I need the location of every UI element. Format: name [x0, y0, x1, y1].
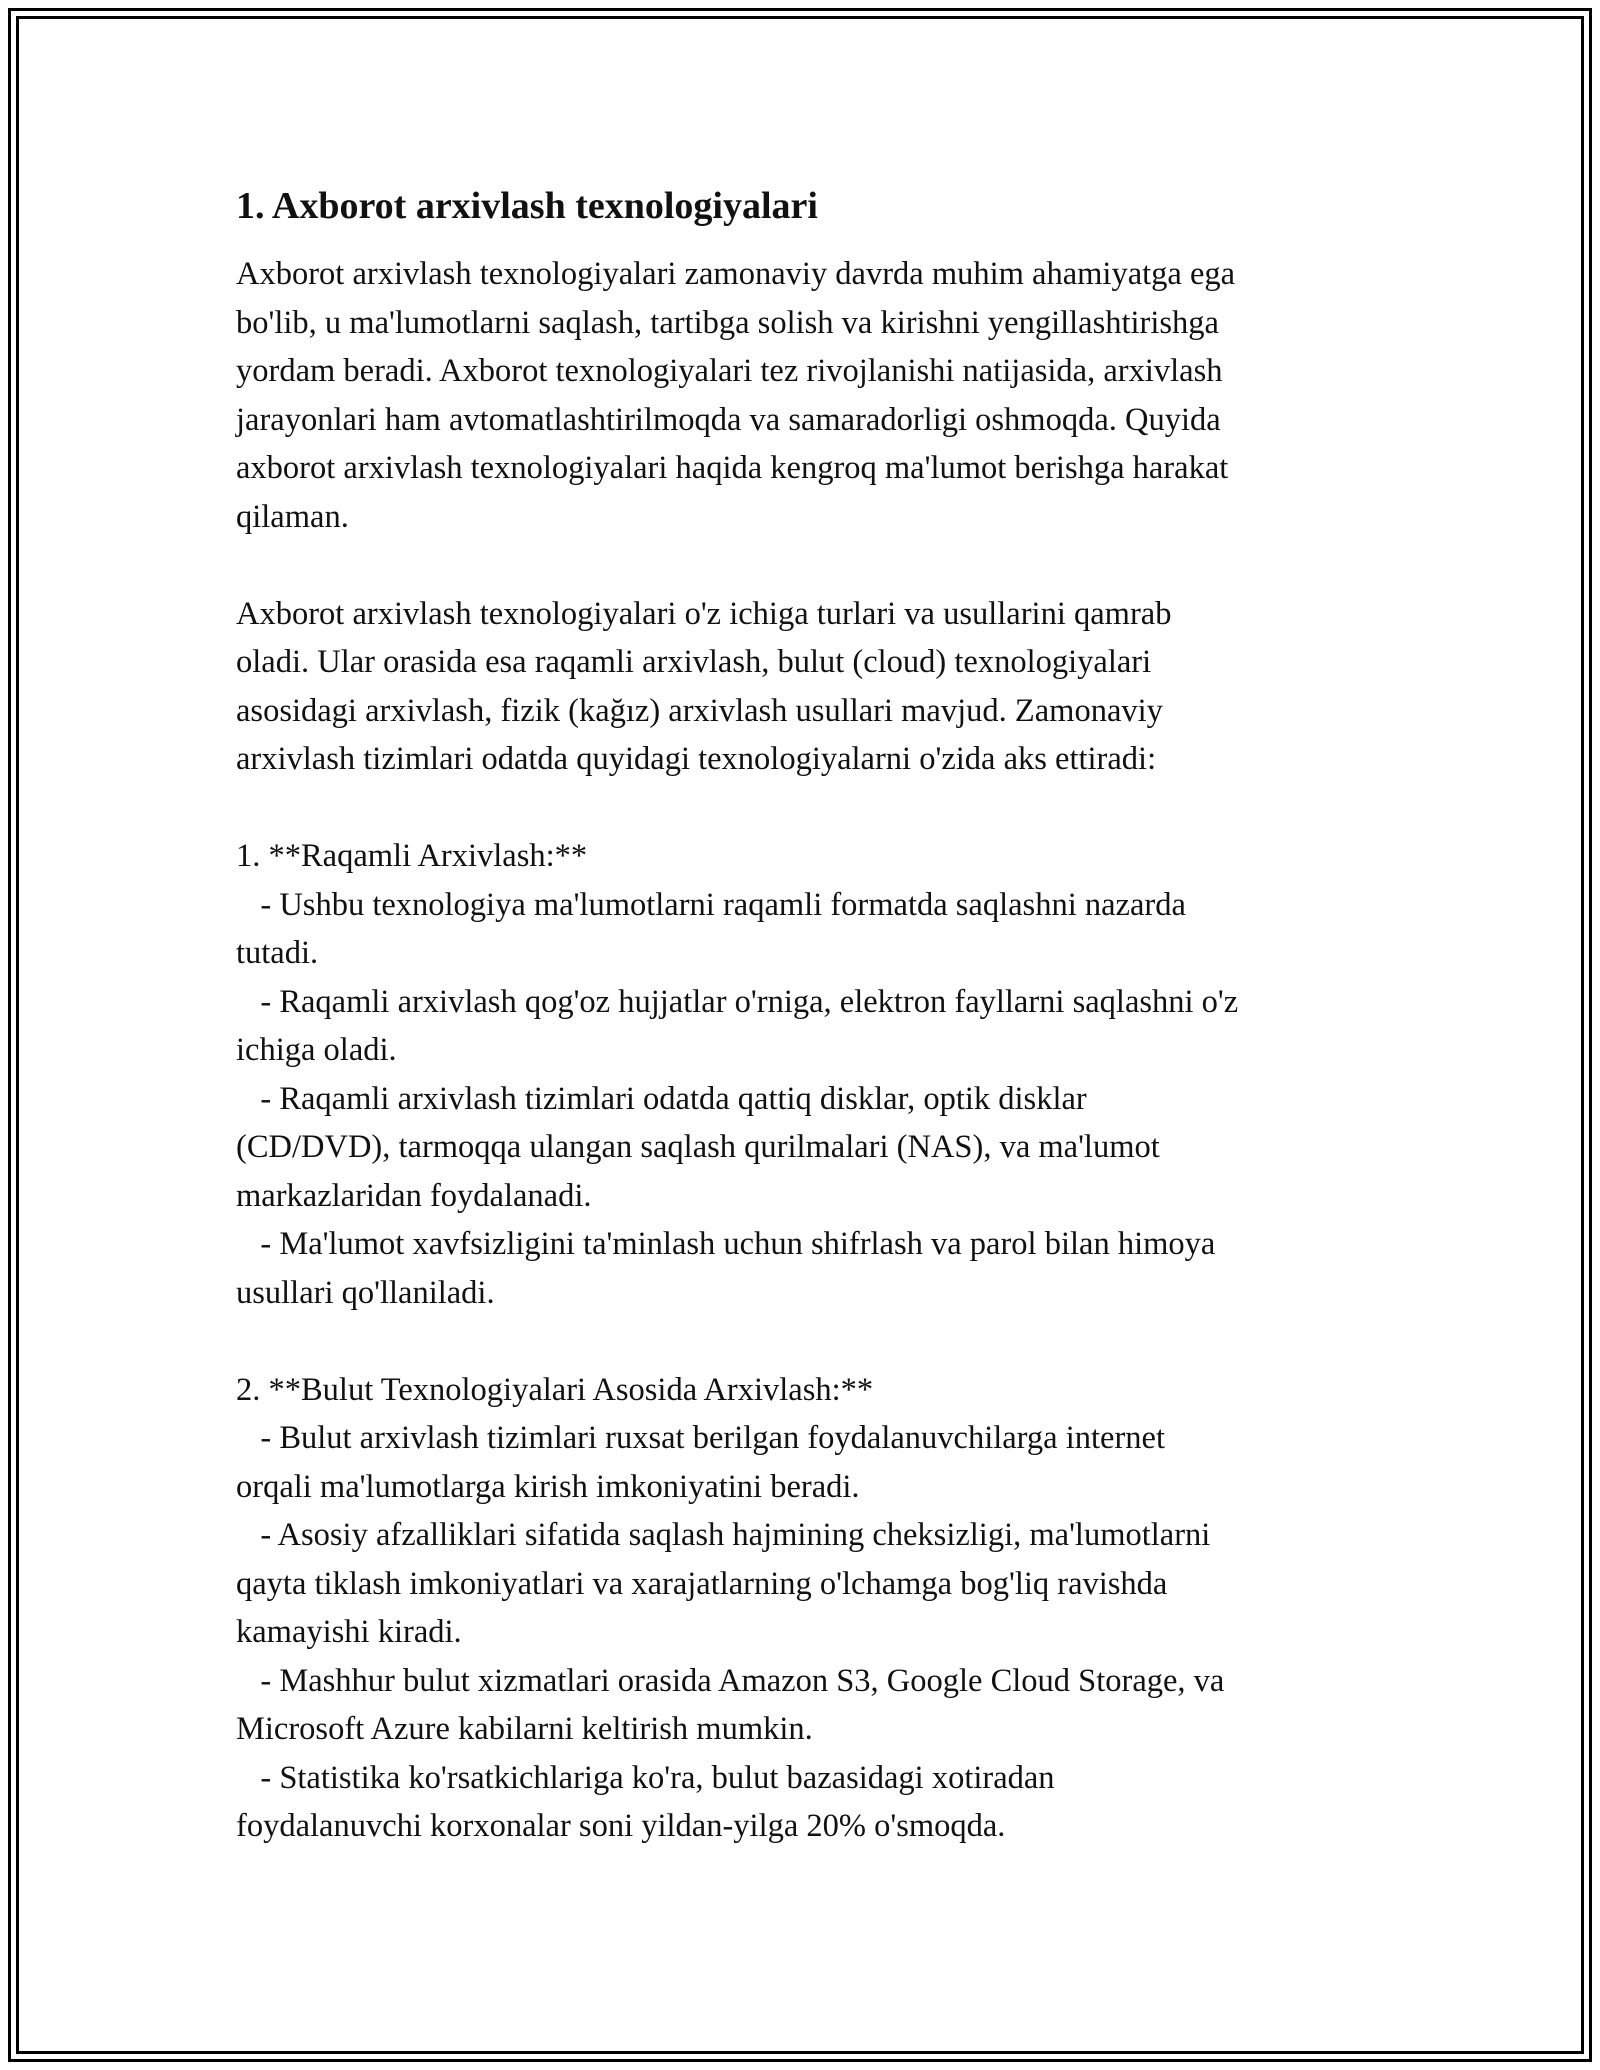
- paragraph-line: bo'lib, u ma'lumotlarni saqlash, tartibga solish va kirishni yengillashtirishga: [236, 304, 1219, 341]
- section-cloud-archiving: [236, 1366, 1376, 1851]
- paragraph-types: [236, 590, 1376, 784]
- list-item-line: - Ma'lumot xavfsizligini ta'minlash uchun shifrlash va parol bilan himoya: [236, 1226, 1216, 1262]
- document-title: 1. Axborot arxivlash texnologiyalari: [236, 185, 818, 227]
- paragraph-line: axborot arxivlash texnologiyalari haqida kengroq ma'lumot berishga harakat: [236, 450, 1229, 486]
- paragraph-spacer: [236, 541, 1376, 590]
- paragraph-line: Axborot arxivlash texnologiyalari o'z ichiga turlari va usullarini qamrab: [236, 595, 1172, 632]
- list-item-line: markazlaridan foydalanadi.: [236, 1177, 592, 1214]
- list-item-line: - Bulut arxivlash tizimlari ruxsat berilgan foydalanuvchilarga internet: [236, 1420, 1165, 1456]
- paragraph-line: oladi. Ular orasida esa raqamli arxivlash, bulut (cloud) texnologiyalari: [236, 644, 1152, 680]
- list-item-line: tutadi.: [236, 935, 319, 971]
- list-item-line: - Raqamli arxivlash qog'oz hujjatlar o'rniga, elektron fayllarni saqlashni o'z: [236, 983, 1239, 1020]
- paragraph-line: Axborot arxivlash texnologiyalari zamonaviy davrda muhim ahamiyatga ega: [236, 256, 1236, 292]
- list-item-line: - Ushbu texnologiya ma'lumotlarni raqamli formatda saqlashni nazarda: [236, 886, 1186, 923]
- paragraph-line: asosidagi arxivlash, fizik (kağız) arxivlash usullari mavjud. Zamonaviy: [236, 692, 1163, 729]
- paragraph-intro: [236, 250, 1376, 541]
- section-digital-archiving: [236, 832, 1376, 1317]
- list-item-line: - Asosiy afzalliklari sifatida saqlash hajmining cheksizligi, ma'lumotlarni: [236, 1517, 1211, 1553]
- list-item-line: (CD/DVD), tarmoqqa ulangan saqlash qurilmalari (NAS), va ma'lumot: [236, 1129, 1160, 1165]
- list-item-line: Microsoft Azure kabilarni keltirish mumkin.: [236, 1711, 813, 1747]
- list-item-line: orqali ma'lumotlarga kirish imkoniyatini beradi.: [236, 1468, 860, 1505]
- section-heading: 1. **Raqamli Arxivlash:**: [236, 838, 588, 874]
- paragraph-line: arxivlash tizimlari odatda quyidagi texnologiyalarni o'zida aks ettiradi:: [236, 741, 1157, 777]
- list-item-line: foydalanuvchi korxonalar soni yildan-yilga 20% o'smoqda.: [236, 1808, 1006, 1844]
- list-item-line: usullari qo'llaniladi.: [236, 1274, 495, 1311]
- list-item-line: kamayishi kiradi.: [236, 1614, 462, 1650]
- paragraph-line: jarayonlari ham avtomatlashtirilmoqda va samaradorligi oshmoqda. Quyida: [236, 401, 1221, 438]
- paragraph-spacer: [236, 1317, 1376, 1366]
- paragraph-spacer: [236, 784, 1376, 833]
- list-item-line: - Statistika ko'rsatkichlariga ko'ra, bulut bazasidagi xotiradan: [236, 1759, 1055, 1796]
- list-item-line: ichiga oladi.: [236, 1032, 397, 1068]
- section-heading: 2. **Bulut Texnologiyalari Asosida Arxivlash:**: [236, 1371, 874, 1408]
- paragraph-line: yordam beradi. Axborot texnologiyalari tez rivojlanishi natijasida, arxivlash: [236, 353, 1223, 389]
- document-body: [236, 182, 1376, 1851]
- paragraph-line: qilaman.: [236, 498, 349, 535]
- list-item-line: - Mashhur bulut xizmatlari orasida Amazon S3, Google Cloud Storage, va: [236, 1662, 1225, 1699]
- list-item-line: qayta tiklash imkoniyatlari va xarajatlarning o'lchamga bog'liq ravishda: [236, 1565, 1168, 1602]
- list-item-line: - Raqamli arxivlash tizimlari odatda qattiq disklar, optik disklar: [236, 1080, 1087, 1117]
